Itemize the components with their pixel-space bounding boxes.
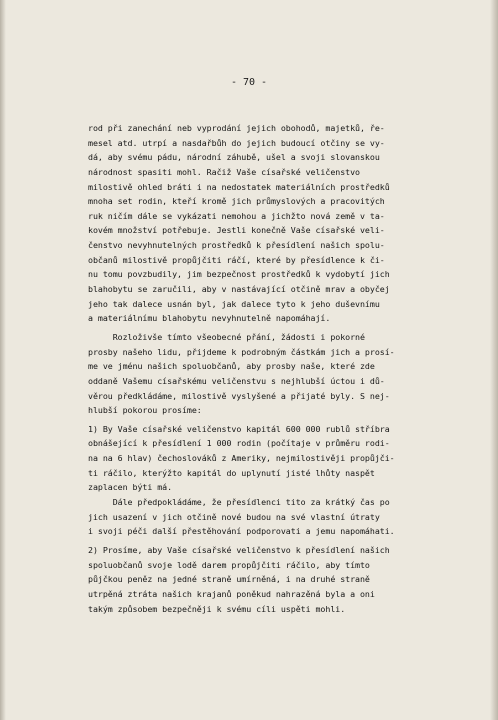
text-line: občanů milostivě propůjčiti ráčí, které by přesídlence k či-: [88, 254, 385, 265]
text-line: na na 6 hlav) čechoslováků z Ameriky, nejmilostivěji propůjči-: [88, 453, 395, 464]
text-line: spoluobčanů svoje lodě darem propůjčiti ráčilo, aby tímto: [88, 559, 370, 570]
text-line: 1) By Vaše císařské veličenstvo kapitál 600 000 rublů stříbra: [88, 423, 390, 434]
text-line: a materiálnímu blahobytu nevyhnutelně napomáhají.: [88, 313, 331, 324]
text-line: národnost spasiti mohl. Račiž Vaše císařské veličenstvo: [88, 166, 360, 177]
text-line: mnoha set rodin, kteří kromě jich průmyslových a pracovitých: [88, 196, 385, 207]
text-line: me ve jménu našich spoluobčanů, aby prosby naše, které zde: [88, 361, 375, 372]
text-line: půjčkou peněz na jedné straně umírněná, i na druhé straně: [88, 574, 370, 585]
text-line: jeho tak dalece usnán byl, jak dalece tyto k jeho duševnímu: [88, 298, 380, 309]
text-line: takým způsobem bezpečněji k svému cíli uspěti mohli.: [88, 603, 346, 614]
text-line: věrou předkládáme, milostivě vyslyšené a přijaté byly. S nej-: [88, 390, 390, 401]
text-line: čenstvo nevyhnutelných prostředků k přesídlení našich spolu-: [88, 240, 385, 251]
text-line: ti ráčilo, kterýžto kapitál do uplynutí jisté lhůty naspět: [88, 467, 375, 478]
text-line: utrpěná ztráta našich krajanů poněkud nahrazěná byla a oni: [88, 588, 375, 599]
text-line: ruk ničím dále se vykázati nemohou a jichžto nová země v ta-: [88, 210, 385, 221]
page-number: - 70 -: [230, 77, 268, 88]
text-line: rod při zanechání neb vyprodání jejich obohodů, majetků, ře-: [88, 123, 385, 133]
text-line: i svoji péči další přestěhování podporovati a jemu napomáhati.: [88, 526, 395, 537]
text-line: kovém množství potřebuje. Jestli konečně Vaše císařské veli-: [88, 225, 385, 236]
text-line: jich usazení v jich otčině nové budou na své vlastní útraty: [88, 511, 380, 522]
text-line: obnášející k přesídlení 1 000 rodin (počítaje v průměru rodi-: [88, 438, 390, 449]
text-line: zaplacen býti má.: [88, 482, 173, 493]
text-line: oddaně Vašemu císařskému veličenstvu s nejhlubší úctou i dů-: [88, 375, 385, 386]
text-line: nu tomu povzbudily, jim bezpečnost prostředků k vydobytí jich: [88, 269, 390, 280]
text-line: dá, aby svému pádu, národní záhubě, ušel a svoji slovanskou: [88, 152, 380, 163]
page-edge-right: [490, 0, 498, 720]
text-line: 2) Prosíme, aby Vaše císařské veličenstvo k přesídlení našich: [88, 544, 390, 555]
text-line: Rozloživše tímto všeobecné přání, žádosti i pokorné: [88, 331, 365, 342]
page-edge-left: [0, 0, 6, 720]
text-line: hlubší pokorou prosíme:: [88, 405, 202, 416]
text-line: Dále předpokládáme, že přesídlenci tito za krátký čas po: [88, 497, 390, 508]
text-line: prosby našeho lidu, přijdeme k podrobným částkám jich a prosí-: [88, 346, 395, 357]
text-line: milostivě ohled bráti i na nedostatek materiálních prostředků: [88, 181, 390, 192]
text-line: mesel atd. utrpí a nasdařbůh do jejich budoucí otčiny se vy-: [88, 137, 385, 148]
text-line: blahobytu se zaručili, aby v nastávající otčině mrav a obyčej: [88, 284, 390, 295]
body-text: [88, 121, 468, 616]
